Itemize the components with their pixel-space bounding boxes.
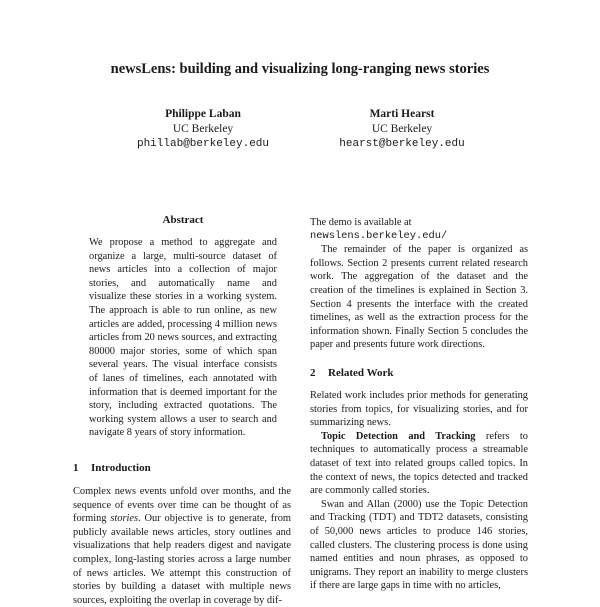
author-affiliation: UC Berkeley <box>371 123 433 135</box>
author-affiliation: UC Berkeley <box>172 123 234 135</box>
swan-allan-paragraph: Swan and Allan (2000) use the Topic Detection and Tracking (TDT) and TDT2 datasets, consisting of 50,000 news articles to produce 146 stories, called clusters. The clustering process is done using named entities and noun phrases, as opposed to unigrams. They report an inability to merge clusters if there are large gaps in time with no articles, <box>310 498 528 592</box>
related-work-body <box>310 389 528 593</box>
introduction-paragraph: Complex news events unfold over months, and the sequence of events over time can be thought of as forming stories. Our objective is to generate, from publicly available news articles, story outlines and visualizations that help readers digest and navigate complex, long-lasting stories across a large number of news articles. We attempt this construction of stories by building a dataset with multiple news sources, exploiting the overlap in coverage by dif- <box>73 486 291 606</box>
demo-url: newslens.berkeley.edu/ <box>310 229 448 242</box>
author-block <box>292 107 512 152</box>
author-name: Philippe Laban <box>165 108 241 120</box>
section-title: Related Work <box>328 367 394 379</box>
topic-detection-paragraph: Topic Detection and Tracking refers to techniques to automatically process a streamable dataset of text into related groups called topics. In the context of news, the topics detected and tracked are commonly called stories. <box>310 430 528 497</box>
author-email: phillab@berkeley.edu <box>136 138 270 150</box>
abstract-heading: Abstract <box>162 214 204 226</box>
demo-text: The demo is available at <box>310 217 412 228</box>
section-heading-related-work <box>310 367 394 379</box>
related-paragraph: Related work includes prior methods for generating stories from topics, for visualizing stories, and for summarizing news. <box>310 390 528 429</box>
author-email: hearst@berkeley.edu <box>339 138 465 150</box>
abstract-body <box>89 236 277 440</box>
paper-title: newsLens: building and visualizing long-ranging news stories <box>110 61 490 77</box>
author-name: Marti Hearst <box>369 108 435 120</box>
section-heading-introduction <box>73 462 151 474</box>
section-number: 1 <box>73 462 79 474</box>
abstract-text: We propose a method to aggregate and organize a large, multi-source dataset of news articles into a collection of major stories, and automatically name and visualize these stories in a working system. The approach is able to run online, as new articles are added, processing 4 million news articles from 20 news sources, and extracting 80000 major stories, some of which span several years. The visual interface consists of lanes of timelines, each annotated with information that is deemed important for the story, including extracted quotations. The working system allows a user to search and navigate 8 years of story information. <box>89 237 277 439</box>
section-title: Introduction <box>91 462 151 474</box>
author-block <box>93 107 313 152</box>
introduction-body <box>73 485 291 607</box>
organization-paragraph: The remainder of the paper is organized as follows. Section 2 presents current related research work. The aggregation of the dataset and the creation of the timelines is explained in Section 3. Section 4 presents the interface with the created timelines, as well as the extraction process for the information shown. Finally Section 5 concludes the paper and presents future work directions. <box>310 244 528 351</box>
right-column-top <box>310 216 528 352</box>
section-number: 2 <box>310 367 316 379</box>
